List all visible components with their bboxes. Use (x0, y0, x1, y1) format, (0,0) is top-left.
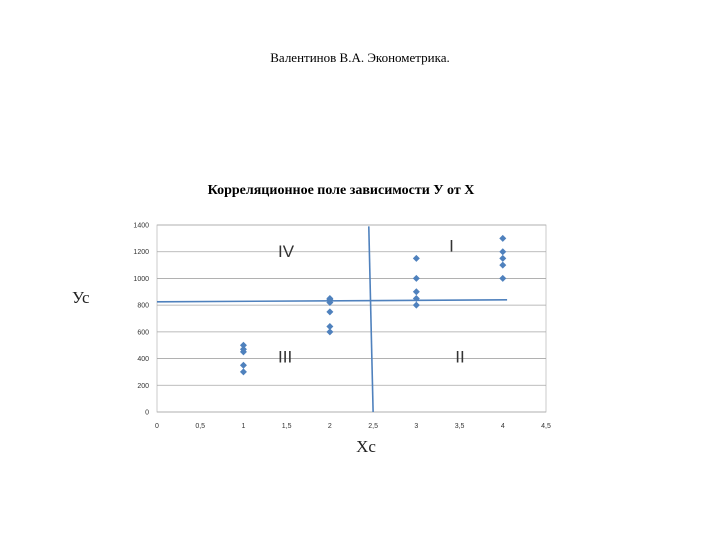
y-tick-label: 600 (137, 329, 149, 337)
x-tick-label: 4 (500, 423, 505, 430)
y-axis-label: Ус (72, 288, 90, 307)
x-tick-label: 3,5 (454, 423, 465, 430)
x-axis-label: Хс (356, 437, 376, 456)
y-tick-label: 1400 (133, 222, 149, 230)
chart-title: Корреляционное поле зависимости У от Х (207, 183, 475, 198)
x-tick-label: 3 (414, 423, 419, 430)
x-tick-label: 2,5 (368, 423, 378, 430)
x-tick-label: 4,5 (541, 423, 551, 430)
header-text: Валентинов В.А. Эконометрика. (270, 50, 450, 65)
y-tick-label: 200 (137, 382, 149, 390)
y-tick-label: 1000 (133, 275, 149, 283)
x-tick-label: 0,5 (195, 423, 206, 430)
x-tick-label: 1,5 (281, 423, 292, 430)
y-tick-label: 1200 (133, 249, 149, 257)
quadrant-label: I (449, 236, 454, 256)
quadrant-label: IV (278, 242, 295, 262)
x-tick-label: 2 (327, 423, 332, 430)
x-tick-label: 0 (155, 423, 159, 430)
plot-area (157, 225, 546, 412)
y-tick-label: 0 (145, 409, 149, 417)
quadrant-label: II (455, 347, 465, 367)
x-tick-label: 1 (241, 423, 246, 430)
y-tick-label: 800 (137, 302, 149, 310)
quadrant-label: III (278, 347, 293, 367)
y-tick-label: 400 (137, 356, 149, 364)
